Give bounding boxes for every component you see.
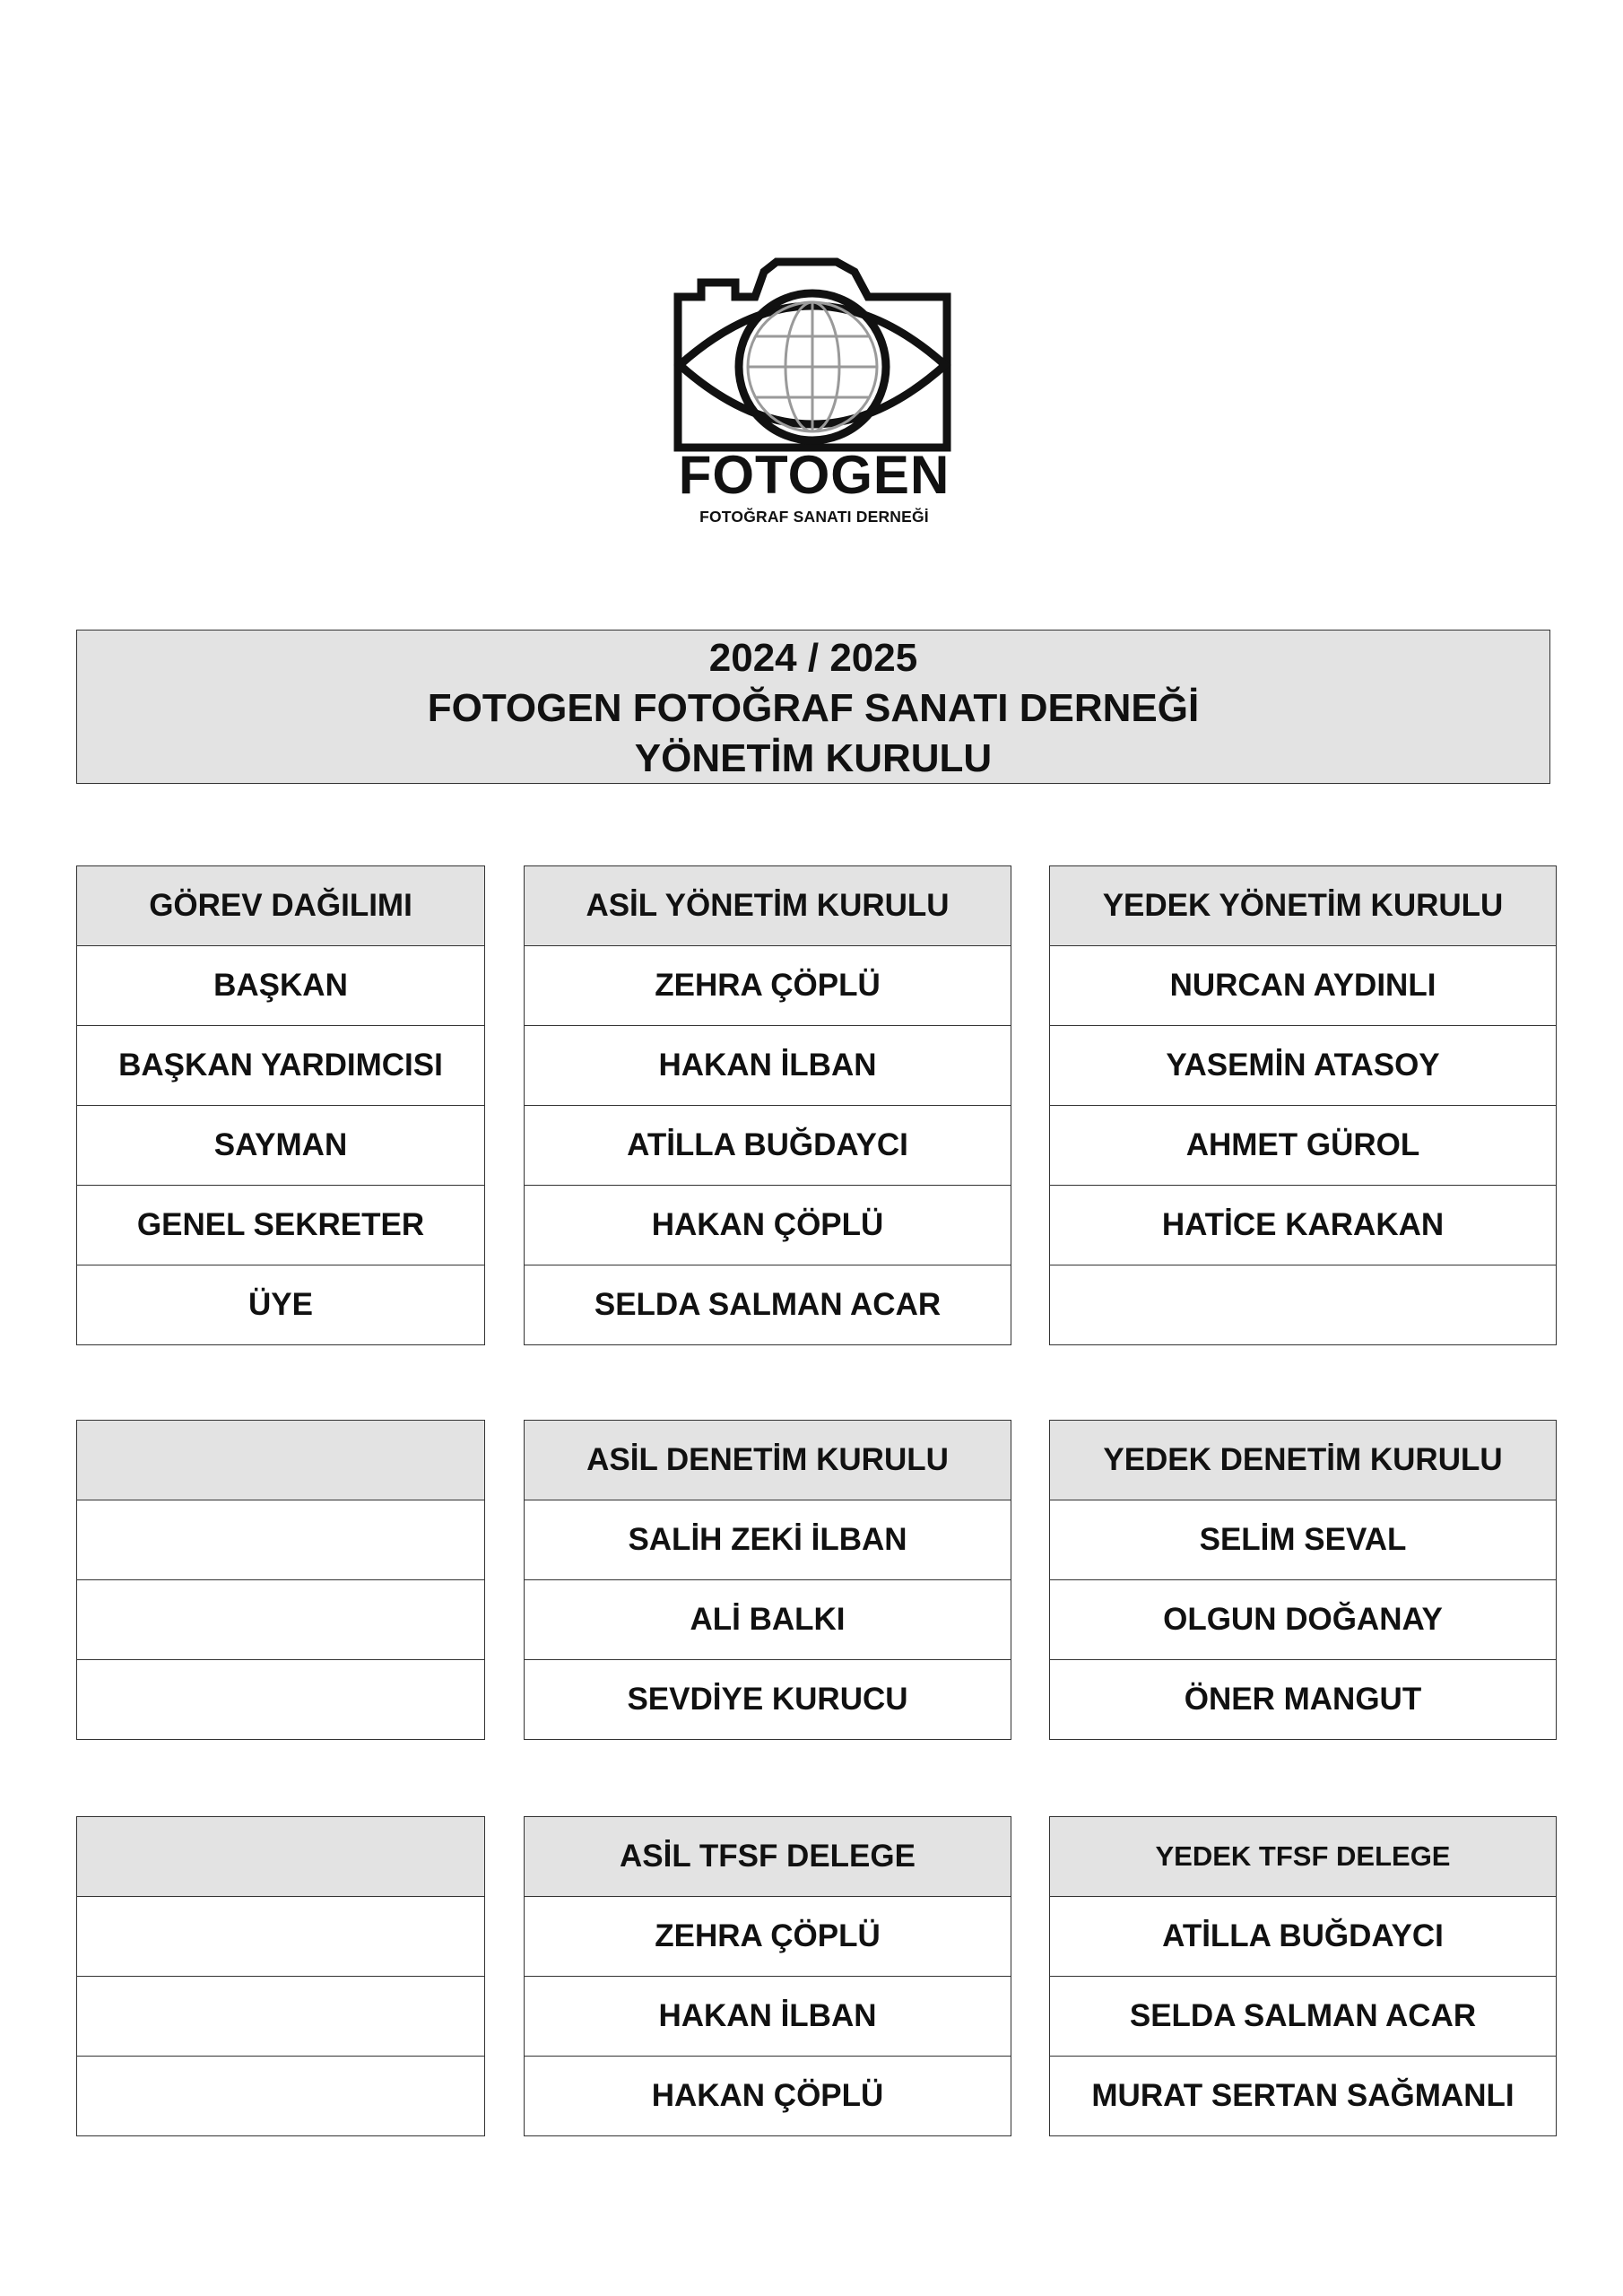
title-organization: FOTOGEN FOTOĞRAF SANATI DERNEĞİ xyxy=(427,686,1200,730)
table-cell: ÜYE xyxy=(77,1265,485,1345)
table-cell: ZEHRA ÇÖPLÜ xyxy=(525,946,1011,1026)
table-cell: ALİ BALKI xyxy=(525,1580,1011,1660)
substitute-delegate-table xyxy=(1049,1816,1557,2136)
roles-table-3 xyxy=(76,1816,485,2136)
table-header: ASİL DENETİM KURULU xyxy=(525,1421,1011,1500)
table-cell xyxy=(77,1500,485,1580)
logo-name: FOTOGEN xyxy=(678,445,950,505)
table-cell: SAYMAN xyxy=(77,1106,485,1186)
table-cell xyxy=(1050,1265,1557,1345)
table-header xyxy=(77,1817,485,1897)
table-cell: AHMET GÜROL xyxy=(1050,1106,1557,1186)
table-cell xyxy=(77,1580,485,1660)
table-cell: YASEMİN ATASOY xyxy=(1050,1026,1557,1106)
title-box xyxy=(76,630,1550,784)
table-header: YEDEK TFSF DELEGE xyxy=(1050,1817,1557,1897)
primary-board-table xyxy=(524,865,1011,1345)
table-cell: SEVDİYE KURUCU xyxy=(525,1660,1011,1740)
fotogen-logo xyxy=(671,256,958,525)
table-cell: MURAT SERTAN SAĞMANLI xyxy=(1050,2057,1557,2136)
table-cell: NURCAN AYDINLI xyxy=(1050,946,1557,1026)
title-board: YÖNETİM KURULU xyxy=(634,736,993,780)
table-header: GÖREV DAĞILIMI xyxy=(77,866,485,946)
table-header: ASİL YÖNETİM KURULU xyxy=(525,866,1011,946)
table-cell: GENEL SEKRETER xyxy=(77,1186,485,1265)
table-cell: SELİM SEVAL xyxy=(1050,1500,1557,1580)
table-cell: HAKAN İLBAN xyxy=(525,1026,1011,1106)
table-cell: ATİLLA BUĞDAYCI xyxy=(1050,1897,1557,1977)
table-header: YEDEK YÖNETİM KURULU xyxy=(1050,866,1557,946)
roles-table xyxy=(76,865,485,1345)
table-cell: HAKAN ÇÖPLÜ xyxy=(525,1186,1011,1265)
roles-table-2 xyxy=(76,1420,485,1740)
table-cell: SALİH ZEKİ İLBAN xyxy=(525,1500,1011,1580)
table-cell: BAŞKAN xyxy=(77,946,485,1026)
table-cell: OLGUN DOĞANAY xyxy=(1050,1580,1557,1660)
table-cell: HAKAN İLBAN xyxy=(525,1977,1011,2057)
table-cell: HATİCE KARAKAN xyxy=(1050,1186,1557,1265)
table-cell xyxy=(77,2057,485,2136)
table-cell: SELDA SALMAN ACAR xyxy=(525,1265,1011,1345)
table-header xyxy=(77,1421,485,1500)
table-cell: ZEHRA ÇÖPLÜ xyxy=(525,1897,1011,1977)
substitute-board-table xyxy=(1049,865,1557,1345)
table-cell xyxy=(77,1897,485,1977)
table-cell: HAKAN ÇÖPLÜ xyxy=(525,2057,1011,2136)
table-cell: BAŞKAN YARDIMCISI xyxy=(77,1026,485,1106)
logo-subtitle: FOTOĞRAF SANATI DERNEĞİ xyxy=(699,508,929,526)
primary-delegate-table xyxy=(524,1816,1011,2136)
table-header: YEDEK DENETİM KURULU xyxy=(1050,1421,1557,1500)
table-header: ASİL TFSF DELEGE xyxy=(525,1817,1011,1897)
camera-eye-globe-icon xyxy=(671,256,958,453)
title-year: 2024 / 2025 xyxy=(708,636,918,680)
table-cell: ATİLLA BUĞDAYCI xyxy=(525,1106,1011,1186)
table-cell xyxy=(77,1977,485,2057)
table-cell: SELDA SALMAN ACAR xyxy=(1050,1977,1557,2057)
primary-audit-table xyxy=(524,1420,1011,1740)
table-cell: ÖNER MANGUT xyxy=(1050,1660,1557,1740)
table-cell xyxy=(77,1660,485,1740)
substitute-audit-table xyxy=(1049,1420,1557,1740)
